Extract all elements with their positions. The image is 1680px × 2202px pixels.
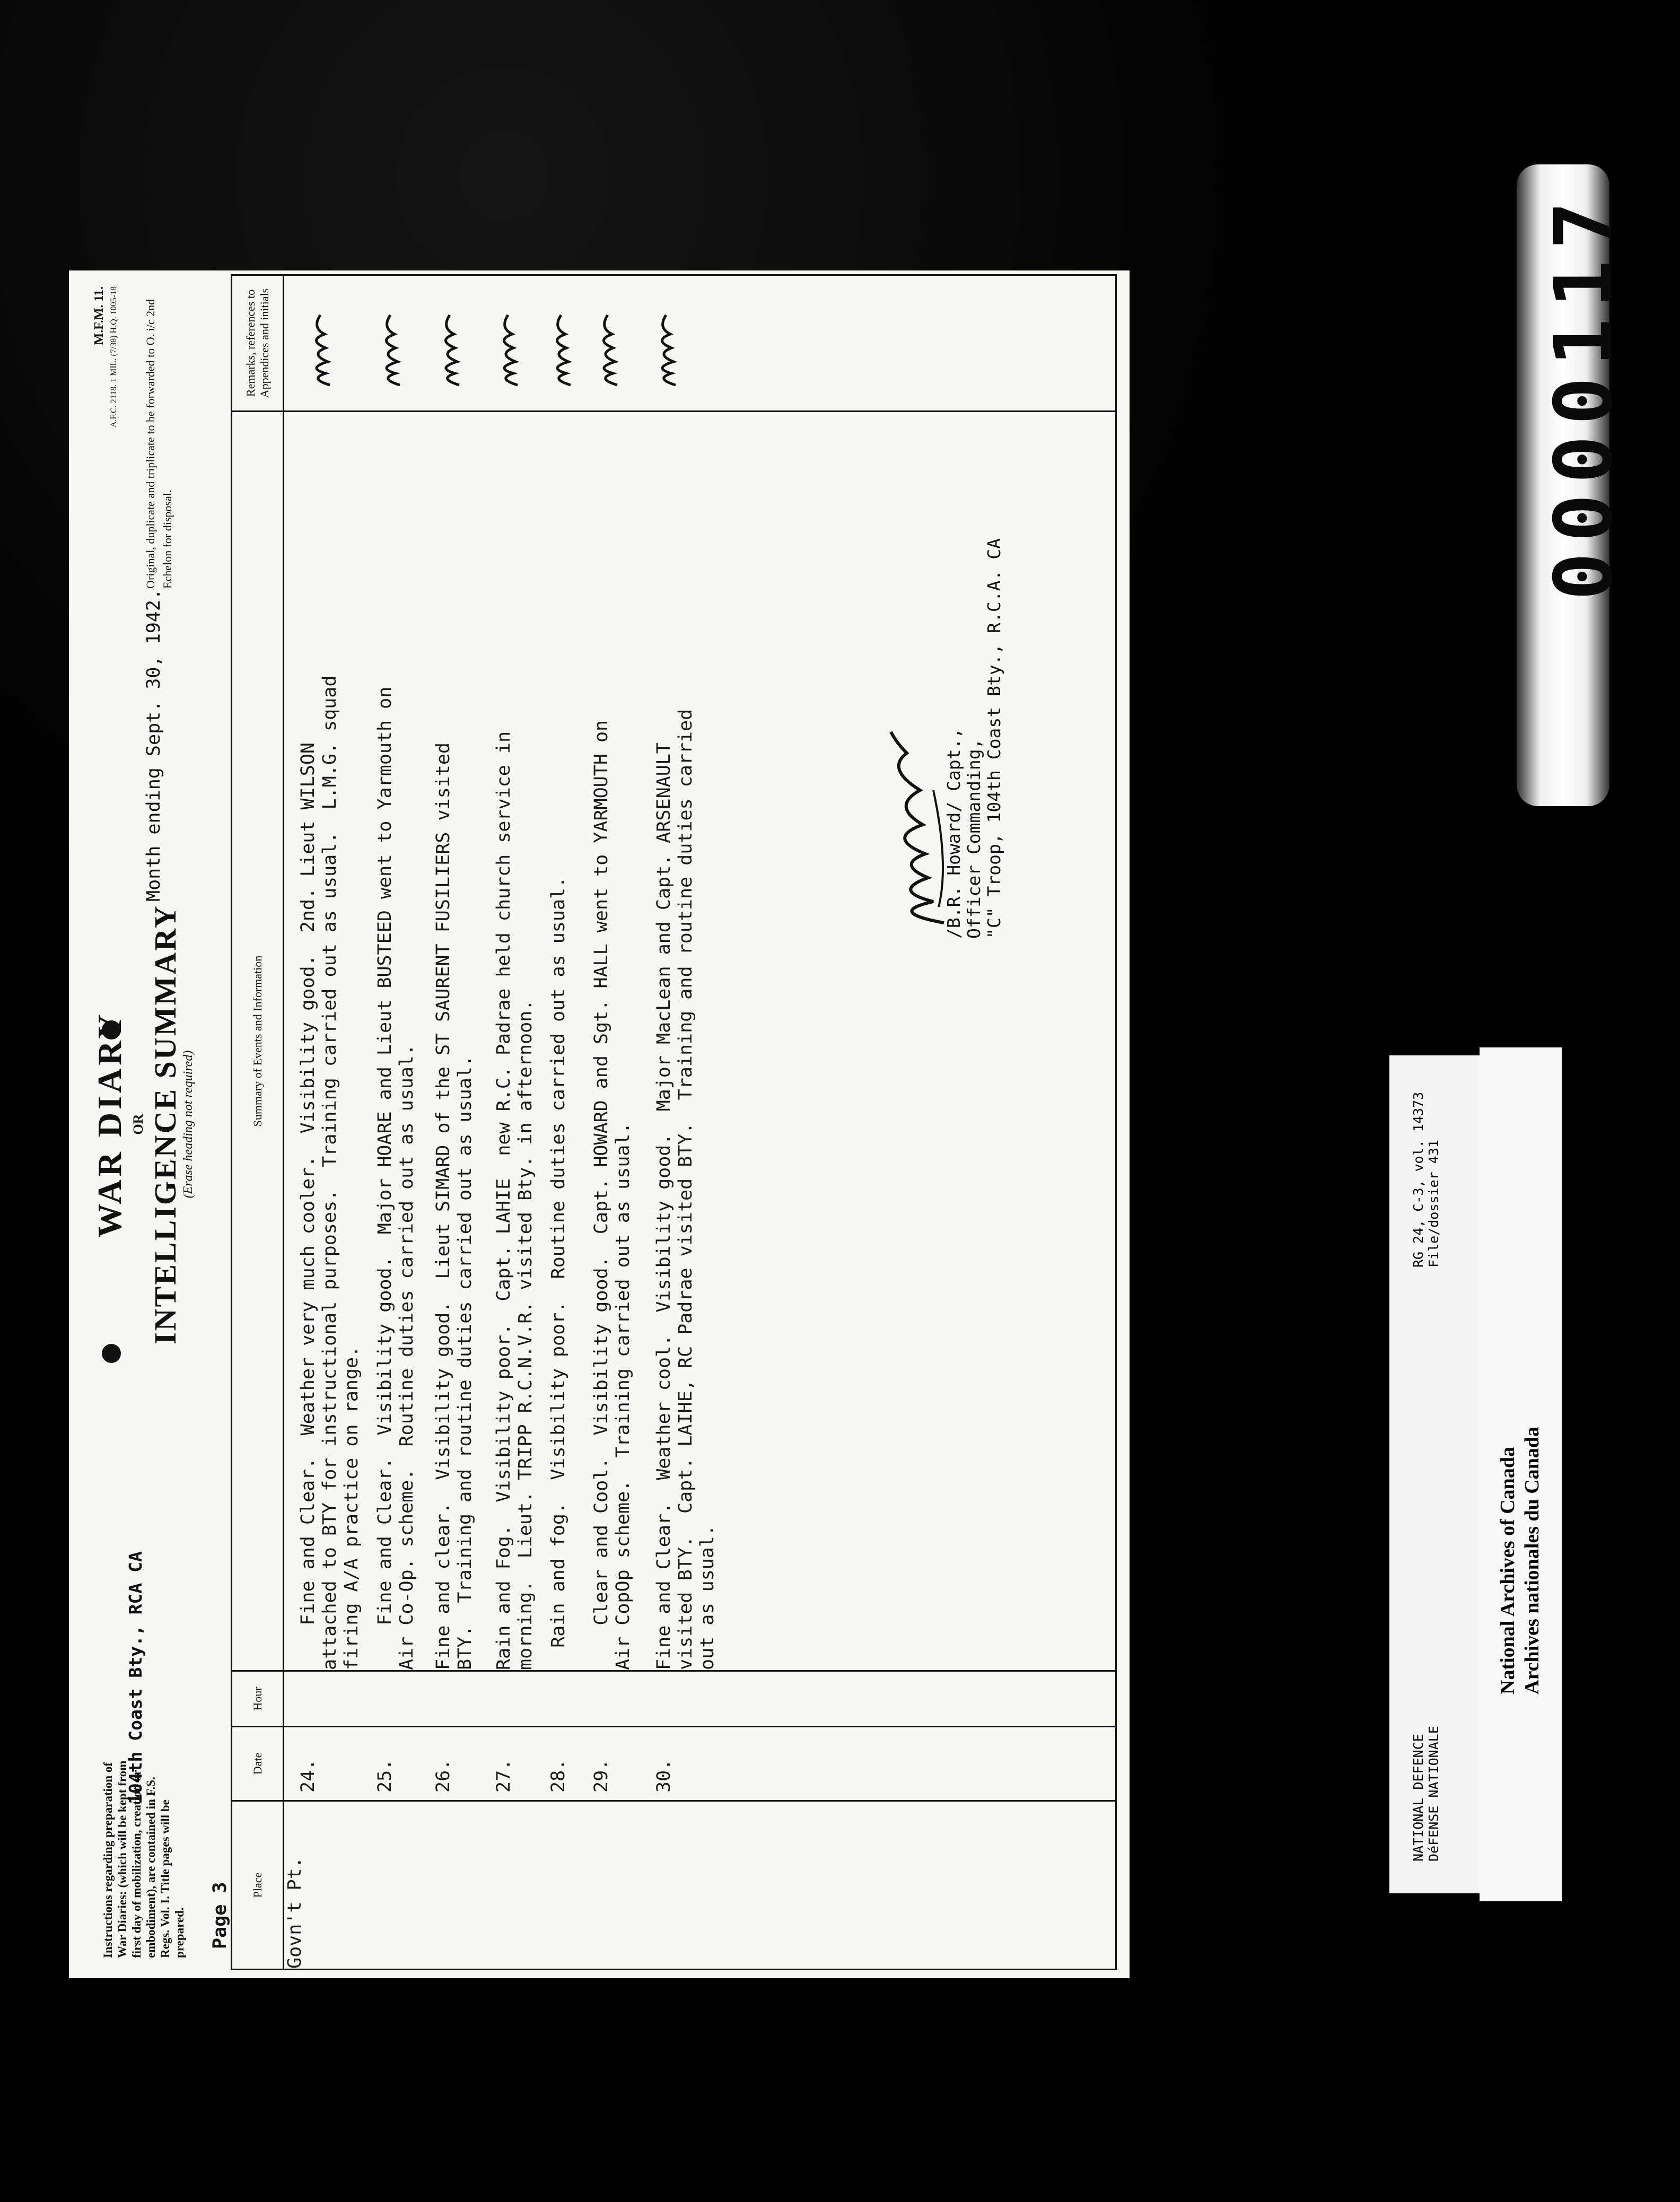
archives-names — [1495, 1427, 1544, 1694]
date-column: 24. 25. 26. 27. 28. 29. 30. — [284, 1727, 1116, 1801]
place-value: Govn't Pt. — [284, 1857, 305, 1969]
month-ending: Month ending Sept. 30, 1942. — [143, 588, 164, 902]
handwritten-initials — [374, 310, 405, 389]
reference-line-2: File/dossier 431 — [1426, 1140, 1441, 1268]
summary-line: Rain and fog. Visibility poor. Routine duties carried out as usual. — [548, 876, 569, 1670]
form-references: A.F.C. 2118. 1 MIL. (7/38) H.Q. 1005-18 — [109, 286, 118, 428]
war-diary-sheet — [69, 270, 1130, 1978]
handwritten-signature — [875, 727, 955, 928]
copies-note: Original, duplicate and triplicate to be forwarded to O. i/c 2nd Echelon for disposal. — [144, 299, 174, 589]
archive-reference-text — [1389, 1055, 1480, 1893]
handwritten-initials — [650, 310, 681, 389]
entry-summary — [433, 742, 476, 1670]
summary-line: Air CopOp scheme. Training carried out as usual. — [612, 1122, 634, 1670]
summary-line: Fine and Clear. Visibility good. Major HOARE and Lieut BUSTEED went to Yarmouth on — [374, 686, 396, 1670]
archives-label-text — [1480, 1047, 1562, 1901]
handwritten-initials — [545, 310, 576, 389]
department-label — [1411, 1726, 1441, 1862]
title-war-diary: WAR DIARY — [91, 1011, 128, 1238]
form-code: M.F.M. 11. — [92, 286, 106, 345]
department-en: NATIONAL DEFENCE — [1411, 1734, 1426, 1862]
entry-summary — [493, 731, 537, 1670]
reference-label — [1411, 1092, 1441, 1268]
signature-role-line: Officer Commanding, — [964, 738, 984, 939]
instructions-text: Instructions regarding preparation of War Diaries: (which will be kept from first day of mobilization, creation or embodiment), are contained in F.S. Regs. Vol. I. Title pages will be prepared. — [101, 1760, 186, 1958]
unit-name: 104th Coast Bty., RCA CA — [125, 1551, 146, 1804]
column-header-summary: Summary of Events and Information — [232, 412, 284, 1671]
archives-name-fr: Archives nationales du Canada — [1521, 1426, 1543, 1694]
signature-block — [944, 355, 1004, 939]
handwritten-initials — [492, 310, 523, 389]
summary-line: Fine and clear. Visibility good. Lieut SIMARD of the ST SAURENT FUSILIERS visited — [433, 742, 454, 1670]
summary-line: Rain and Fog. Visibility poor. Capt. LAHIE new R.C. Padrae held church service in — [493, 731, 514, 1670]
summary-line: firing A/A practice on range. — [341, 1345, 362, 1670]
signature-name-line: /B.R. Howard/ Capt., — [943, 728, 964, 939]
reference-line-1: RG 24, C-3, vol. 14373 — [1411, 1091, 1426, 1268]
war-diary-sheet-rotated — [69, 270, 1130, 1978]
summary-line: Fine and Clear. Weather very much cooler. Visibility good. 2nd. Lieut WILSON — [298, 742, 319, 1670]
handwritten-initials — [304, 310, 335, 389]
summary-line: Clear and Cool. Visibility good. Capt. HOWARD and Sgt. HALL went to YARMOUTH on — [591, 720, 612, 1670]
hour-column — [284, 1671, 1116, 1727]
column-header-date: Date — [232, 1727, 284, 1801]
archive-reference-card — [1389, 1055, 1480, 1893]
summary-line: attached to BTY for instructional purposes. Training carried out as usual. L.M.G. squad — [319, 675, 340, 1670]
entry-summary — [374, 686, 418, 1670]
archives-name-en: National Archives of Canada — [1497, 1447, 1519, 1694]
title-or: OR — [130, 1114, 146, 1135]
summary-line: BTY. Training and routine duties carried out as usual. — [454, 1055, 476, 1670]
entry-summary — [653, 709, 719, 1670]
signature-unit-line: "C" Troop, 104th Coast Bty., R.C.A. CA — [984, 538, 1004, 939]
handwritten-initials — [592, 310, 623, 389]
title-note: (Erase heading not required) — [181, 1050, 195, 1199]
entry-summary — [591, 720, 634, 1670]
title-intelligence-summary: INTELLIGENCE SUMMARY — [148, 904, 182, 1344]
summary-line: visited BTY. Capt. LAIHE, RC Padrae visited BTY. Training and routine duties carried — [675, 709, 696, 1670]
column-header-hour: Hour — [232, 1671, 284, 1727]
place-cell — [284, 1801, 1116, 1970]
entry-summary — [298, 675, 363, 1670]
handwritten-initials — [434, 310, 465, 389]
archives-label-card — [1480, 1047, 1562, 1901]
archive-stamp-number: 0000117 — [1538, 191, 1630, 601]
summary-line: Fine and Clear. Weather cool. Visibility good. Major MacLean and Capt. ARSENAULT — [653, 742, 675, 1670]
column-header-place: Place — [232, 1801, 284, 1970]
summary-line: morning. Lieut. TRIPP R.C.N.V.R. visited Bty. in afternoon. — [515, 999, 536, 1670]
summary-line: out as usual. — [697, 1525, 718, 1670]
entry-summary — [548, 859, 570, 1670]
summary-line: Air Co-Op. scheme. Routine duties carried out as usual. — [396, 1044, 417, 1670]
page-number: Page 3 — [209, 1882, 231, 1949]
department-fr: DéFENSE NATIONALE — [1426, 1726, 1441, 1862]
column-header-remarks: Remarks, references to Appendices and initials — [232, 275, 284, 412]
